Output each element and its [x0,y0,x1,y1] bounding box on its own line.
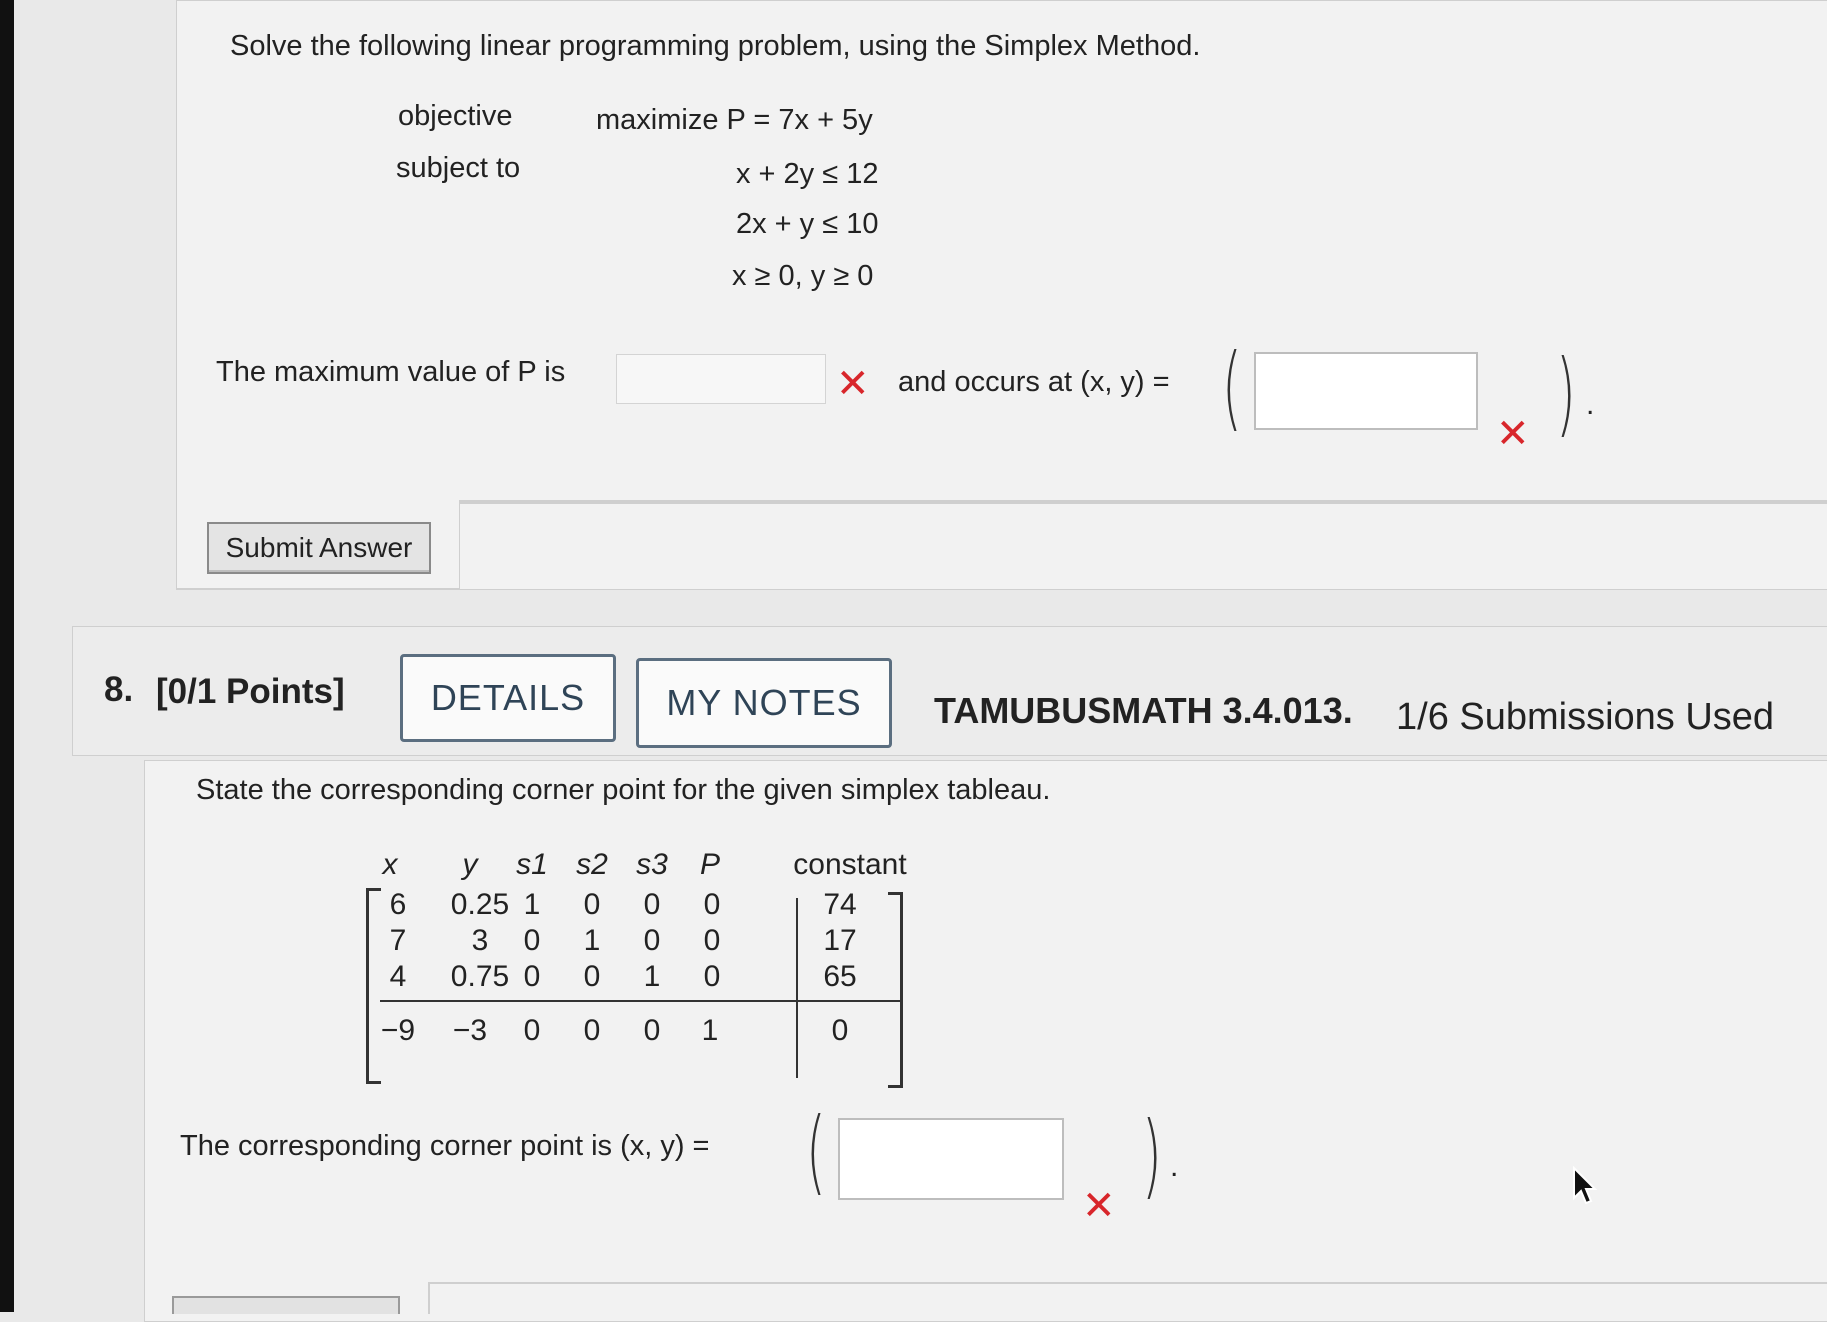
objective-expression: maximize P = 7x + 5y [596,104,873,136]
header-constant: constant [793,848,907,881]
cell-r2-y: 3 [471,924,489,957]
problem-code: TAMUBUSMATH 3.4.013. [934,690,1353,731]
cell-r4-p: 1 [701,1014,719,1047]
cell-r1-s1: 1 [523,888,541,921]
cell-r2-s3: 0 [643,924,661,957]
cell-r2-x: 7 [389,924,407,957]
x-mark-icon: ✕ [836,362,870,406]
details-button[interactable]: DETAILS [400,654,616,742]
subject-to-label: subject to [396,152,521,184]
cell-r3-s2: 0 [583,960,601,993]
left-paren: ( [806,1098,826,1205]
period: . [1170,1150,1179,1183]
period: . [1586,388,1595,421]
left-paren: ( [1222,334,1242,441]
question-number: 8. [104,670,134,709]
cell-r3-p: 0 [703,960,721,993]
cell-r3-x: 4 [389,960,407,993]
objective-label: objective [398,100,513,132]
right-bracket [888,892,903,1088]
header-s2: s2 [576,848,608,881]
cell-r1-p: 0 [703,888,721,921]
submit-answer-button[interactable]: Submit Answer [207,522,431,574]
cell-r1-constant: 74 [823,888,857,921]
submissions-used: 1/6 Submissions Used [1396,696,1775,738]
cell-r2-s2: 1 [583,924,601,957]
constraint-2: 2x + y ≤ 10 [736,208,879,240]
header-x: x [382,848,398,881]
screen-bezel [0,0,14,1312]
header-s3: s3 [636,848,668,881]
header-y: y [462,848,478,881]
x-mark-icon: ✕ [1496,412,1530,456]
cell-r4-s1: 0 [523,1014,541,1047]
q7-prompt: Solve the following linear programming problem, using the Simplex Method. [230,30,1201,62]
q8-prompt: State the corresponding corner point for the given simplex tableau. [196,774,1051,806]
x-mark-icon: ✕ [1082,1184,1116,1228]
header-s1: s1 [516,848,548,881]
next-input-stub-left [172,1296,400,1314]
mouse-pointer-icon [1572,1166,1598,1211]
occurs-at-text: and occurs at (x, y) = [898,366,1170,398]
cell-r4-y: −3 [452,1014,488,1047]
tableau-vline [796,898,798,1078]
corner-point-text: The corresponding corner point is (x, y) = [180,1130,710,1162]
cell-r4-s3: 0 [643,1014,661,1047]
cell-r2-constant: 17 [823,924,857,957]
cell-r4-x: −9 [380,1014,416,1047]
constraint-1: x + 2y ≤ 12 [736,158,879,190]
cell-r3-s3: 1 [643,960,661,993]
cell-r3-y: 0.75 [450,960,510,993]
cell-r1-x: 6 [389,888,407,921]
cell-r3-constant: 65 [823,960,857,993]
next-divider [428,1282,1827,1314]
simplex-tableau [360,848,920,1078]
tableau-hline [380,1000,900,1002]
submit-divider [460,500,1827,504]
corner-point-input[interactable] [838,1118,1064,1200]
max-value-text: The maximum value of P is [216,356,566,388]
cell-r2-p: 0 [703,924,721,957]
max-value-input[interactable] [616,354,826,404]
cell-r1-y: 0.25 [450,888,510,921]
cell-r2-s1: 0 [523,924,541,957]
cell-r1-s2: 0 [583,888,601,921]
points-label: [0/1 Points] [156,672,345,711]
right-paren: ) [1142,1102,1162,1209]
cell-r4-s2: 0 [583,1014,601,1047]
cell-r3-s1: 0 [523,960,541,993]
point-input[interactable] [1254,352,1478,430]
right-paren: ) [1556,340,1576,447]
header-p: P [699,848,720,881]
constraint-3: x ≥ 0, y ≥ 0 [732,260,874,292]
my-notes-button[interactable]: MY NOTES [636,658,892,748]
cell-r4-constant: 0 [831,1014,849,1047]
cell-r1-s3: 0 [643,888,661,921]
